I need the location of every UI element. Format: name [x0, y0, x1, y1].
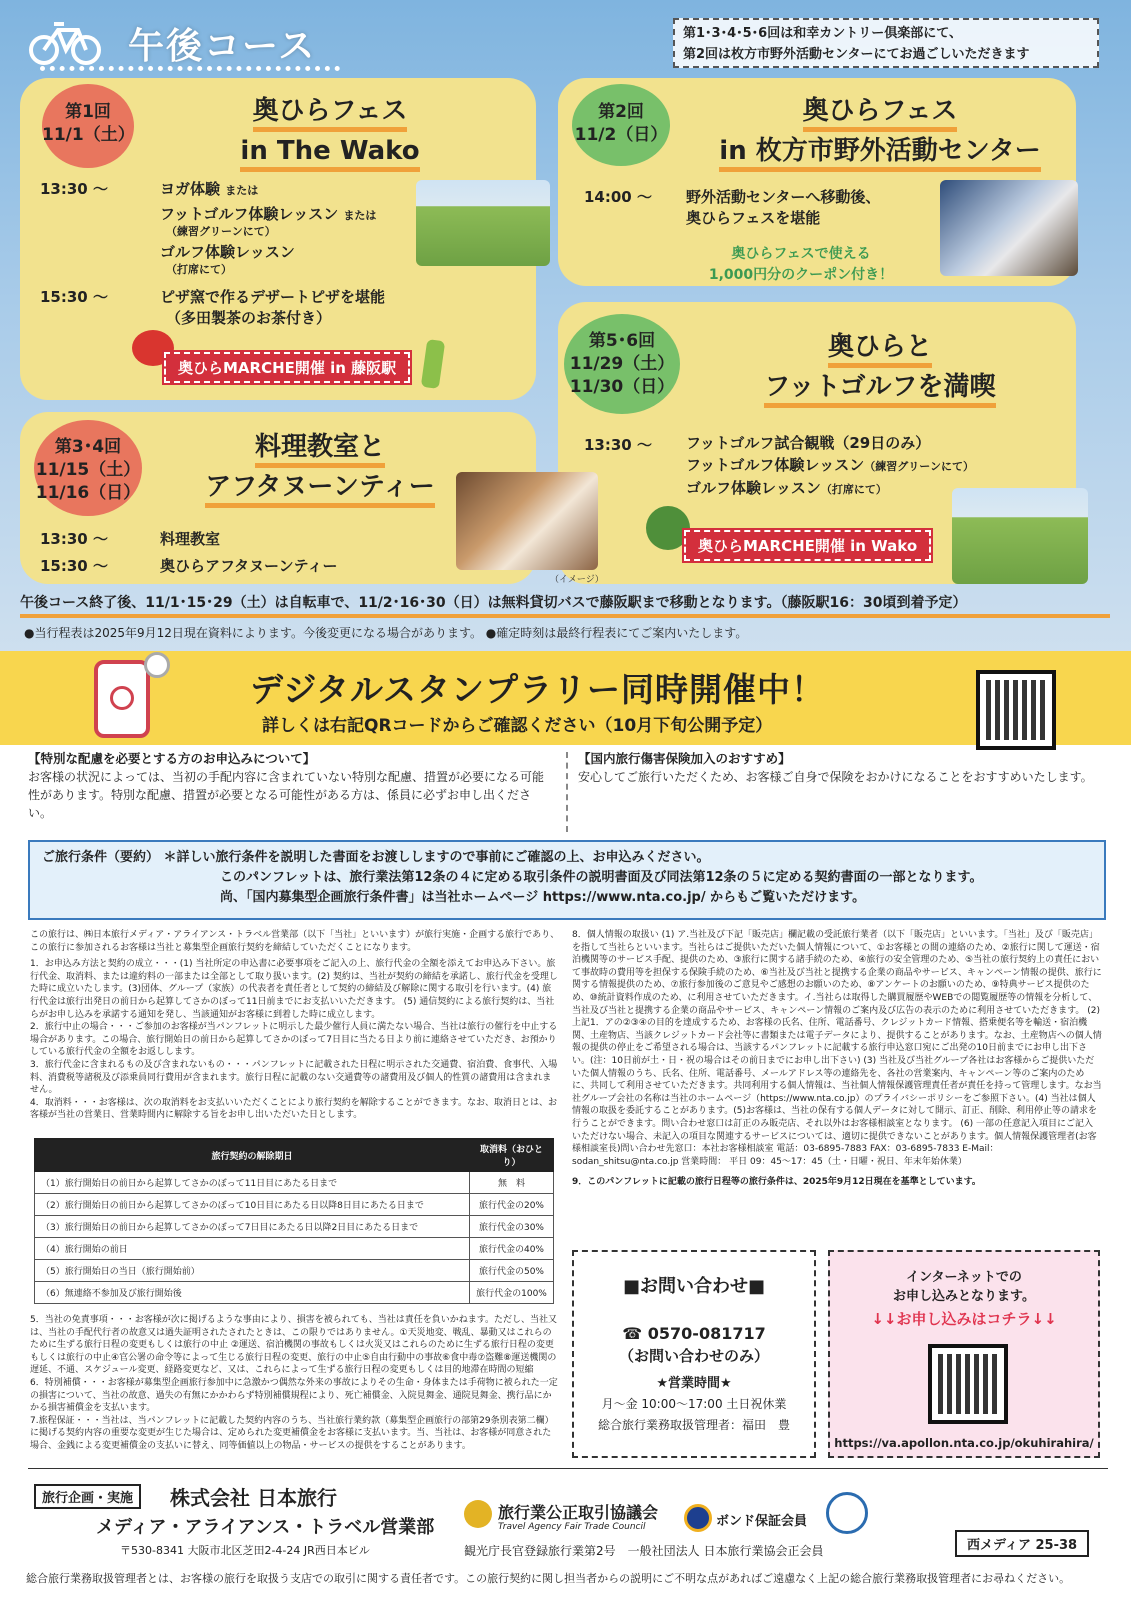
card-title-line2: in The Wako: [240, 135, 419, 172]
card-title-4: [740, 328, 1020, 408]
special-care-note: [28, 750, 548, 822]
terms-item: 2．旅行中止の場合・・・ご参加のお客様が当パンフレットに明示した最少催行人員に満たない場合、当社は旅行の催行を中止する場合があります。この場合、旅行開始日の前日から起算してさかのぼって7日目に当たる日より前に連絡させていただき、お預かりしている旅行代金の全額をお返しします。: [30, 1022, 558, 1058]
terms-left-column: [30, 929, 560, 1122]
manager-name: 総合旅行業務取扱管理者：福田 豊: [597, 1418, 790, 1432]
stamp-rally-title: デジタルスタンプラリー同時開催中！: [250, 670, 826, 709]
activity: 野外活動センターへ移動後、: [686, 188, 881, 206]
footgolf-match-photo: [952, 488, 1088, 584]
badge-date: 11/1（土）: [42, 125, 135, 145]
privacy-mark-icon: [826, 1492, 868, 1534]
finish-line: 午後コース終了後、11/1･15･29（土）は自転車で、11/2･16･30（日）は無料貸切バスで藤阪駅まで移動となります。（藤阪駅16：30頃到着予定）: [20, 592, 1110, 618]
card-title-line1: 奥ひらフェス: [253, 95, 408, 132]
card-title-line2: アフタヌーンティー: [205, 471, 435, 508]
activity: フットゴルフ試合観戦（29日のみ）: [686, 434, 931, 452]
badge-date: 11/29（土）: [569, 354, 675, 374]
insurance-heading: 【国内旅行傷害保険加入のおすすめ】: [578, 751, 791, 766]
badge-round: 第5･6回: [588, 331, 656, 351]
terms-intro: この旅行は、㈱日本旅行メディア・アライアンス・トラベル営業部（以下「当社」といいます）が旅行実施・企画する旅行であり、この旅行に参加されるお客様は当社と募集型企画旅行契約を締結していただくことになります。: [30, 930, 560, 953]
round-badge-1: [42, 84, 134, 168]
footer-note: 総合旅行業務取扱管理者とは、お客様の旅行を取扱う支店での取引に関する責任者です。この旅行契約に関し担当者からの説明にご不明な点があればご遠慮なく上記の総合旅行業務取扱管理者にお尋ねください。: [26, 1572, 1071, 1585]
table-cell: 旅行代金の20%: [470, 1194, 554, 1216]
application-url-link[interactable]: https://va.apollon.nta.co.jp/okuhirahira/: [834, 1436, 1094, 1450]
association-name-en: Travel Agency Fair Trade Council: [498, 1522, 646, 1532]
web-application-box: [828, 1250, 1100, 1458]
time-slot: 13:30 〜: [40, 180, 108, 198]
activity: [160, 203, 376, 224]
fair-trade-logo-icon: [464, 1500, 492, 1528]
stamp-icon: [110, 686, 134, 710]
badge-round: 第2回: [598, 102, 644, 122]
footer-divider: [28, 1468, 1108, 1469]
conditions-line1: ご旅行条件（要約） ＊詳しい旅行条件を説明した書面をお渡ししますので事前にご確認の上、お申込みください。: [42, 850, 710, 865]
cancellation-fee-table: [34, 1138, 554, 1304]
afternoon-tea-photo: [456, 472, 598, 570]
card-title-line2: in 枚方市野外活動センター: [719, 135, 1040, 172]
activity: [686, 477, 887, 498]
venue-line2: 第2回は枚方市野外活動センターにてお過ごしいただきます: [683, 47, 1030, 62]
activity: 奥ひらフェスを堪能: [686, 209, 821, 227]
venue-note: [673, 18, 1099, 68]
divider: [566, 752, 568, 832]
company-name: 株式会社 日本旅行: [170, 1486, 337, 1510]
footgolf-photo: [416, 180, 550, 266]
terms-item: 5．当社の免責事項・・・お客様が次に掲げるような事由により、損害を被られても、当社は責任を負いかねます。ただし、当社又は、当社の手配代行者の故意又は過失証明されたされたときは、この限りではありません。①天災地変、戦乱、暴動又はこれらのために生ずる旅行日程の変更もしくは旅行の中止 ②運送、宿泊機関の事故もしくは火災又はこれらのために生ずる旅行日程の変更もしくは旅行の中止④官公署の命令等によって生じる旅行日程の変更、旅行の中止⑤自由行動中の事故⑥食中毒⑦盗難⑧運送機関の遅延、不通、スケジュール変更、経路変更など、又は、これらによって生ずる旅行日程の変更もしくは目的地滞在時間の短縮: [30, 1315, 558, 1376]
association-name: 旅行業公正取引協議会: [498, 1503, 659, 1522]
hours-label: ★営業時間★: [656, 1376, 732, 1391]
activity-label: フットゴルフ体験レッスン: [686, 456, 865, 474]
terms-left-lower: [30, 1314, 560, 1453]
activity-or: または: [343, 209, 377, 222]
web-line2: お申し込みとなります。: [893, 1289, 1035, 1304]
page-title: 午後コース: [128, 26, 317, 67]
table-row: [35, 1260, 554, 1282]
activity: ゴルフ体験レッスン: [160, 243, 295, 261]
image-note: （イメージ）: [550, 575, 604, 585]
organizer-tag: 旅行企画・実施: [34, 1484, 141, 1509]
stamp-hand-icon: [144, 652, 170, 678]
activity: [160, 178, 258, 199]
stamp-rally-qr-code[interactable]: [976, 670, 1056, 750]
table-cell: （6）無連絡不参加及び旅行開始後: [35, 1282, 470, 1304]
round-badge-3: [34, 420, 142, 516]
contact-box: [572, 1250, 816, 1458]
coupon-note: [686, 244, 916, 286]
table-cell: 旅行代金の30%: [470, 1216, 554, 1238]
card-title-3: [180, 428, 460, 508]
table-header: 取消料（おひとり）: [470, 1139, 554, 1172]
smartphone-icon: [94, 660, 150, 738]
activity: [686, 454, 974, 475]
terms-item: 1．お申込み方法と契約の成立・・・(1) 当社所定の申込書に必要事項をご記入の上、旅行代金の全額を添えてお申込み下さい。旅行代金、取消料、または違約料の一部または全部として取り扱います。(2) 契約は、当社が契約の締結を承諾し、旅行代金を受理した時に成立いたします。(3)団体、グループ（家族）の代表者を責任者として契約の締結及び解除に関する取引を行います。(4) 旅行代金は旅行出発日の前日から起算してさかのぼって11日前までにお支払いいただきます。 (5) 通信契約による旅行契約は、当社らがお申し込みを承諾する通知を発し、当該通知がお客様に到着した時に成立します。: [30, 959, 558, 1020]
table-cell: 無 料: [470, 1172, 554, 1194]
card-title-line2: フットゴルフを満喫: [764, 371, 995, 408]
coupon-line1: 奥ひらフェスで使える: [731, 246, 871, 262]
table-row: [35, 1172, 554, 1194]
time-slot: 13:30 〜: [40, 530, 108, 548]
terms-item: 9．このパンフレットに記載の旅行日程等の旅行条件は、2025年9月12日現在を基準としています。: [572, 1177, 981, 1188]
business-hours: 月〜金 10:00〜17:00 土日祝休業: [601, 1397, 787, 1411]
phone-note: （お問い合わせのみ）: [618, 1347, 769, 1365]
badge-date: 11/16（日）: [35, 483, 141, 503]
badge-date: 11/30（日）: [569, 377, 675, 397]
table-header: 旅行契約の解除期日: [35, 1139, 470, 1172]
card-title-1: [190, 92, 470, 172]
header-dots: [40, 66, 340, 71]
bicycle-icon: [26, 16, 106, 66]
insurance-note: [578, 750, 1098, 786]
table-cell: 旅行代金の100%: [470, 1282, 554, 1304]
terms-item: 3．旅行代金に含まれるもの及び含まれないもの・・・パンフレットに記載された日程に明示された交通費、宿泊費、食事代、入場料、消費税等諸税及び添乗員同行費用が含まれます。旅行日程に記載のない交通費等の諸費用及び個人的性質の諸費用は含まれません。: [30, 1059, 558, 1096]
round-badge-2: [572, 84, 670, 166]
activity: 料理教室: [160, 530, 221, 548]
badge-date: 11/2（日）: [574, 125, 668, 145]
table-row: [35, 1238, 554, 1260]
conditions-line3: 尚、「国内募集型企画旅行条件書」は当社ホームページ https://www.nta.co.jp/ からもご覧いただけます。: [220, 890, 866, 905]
department-name: メディア・アライアンス・トラベル営業部: [96, 1517, 435, 1538]
activity-or: または: [225, 184, 259, 197]
activity: 奥ひらアフタヌーンティー: [160, 557, 338, 575]
table-cell: （4）旅行開始の前日: [35, 1238, 470, 1260]
time-slot: 14:00 〜: [584, 188, 652, 206]
terms-right-column: [572, 929, 1102, 1189]
festival-photo: [940, 180, 1078, 276]
activity-note: （打席にて）: [820, 483, 887, 496]
round-badge-4: [564, 314, 680, 414]
coupon-line2: 1,000円分のクーポン付き！: [708, 267, 894, 283]
terms-item: 4．取消料・・・お客様は、次の取消料をお支払いいただくことにより旅行契約を解除することができます。なお、取消日とは、お客様が当社の営業日、営業時間内に解除する旨をお申し出いただいた日とします。: [30, 1097, 558, 1121]
time-slot: 15:30 〜: [40, 288, 108, 306]
web-line1: インターネットでの: [906, 1270, 1022, 1285]
table-cell: （1）旅行開始日の前日から起算してさかのぼって11日目にあたる日まで: [35, 1172, 470, 1194]
card-title-line1: 奥ひらと: [828, 331, 932, 368]
registration-info: 観光庁長官登録旅行業第2号 一般社団法人 日本旅行業協会正会員: [464, 1544, 824, 1558]
activity: ピザ窯で作るデザートピザを堪能: [160, 288, 386, 306]
table-row: [35, 1194, 554, 1216]
activity-note: （打席にて）: [166, 263, 232, 276]
table-cell: （3）旅行開始日の前日から起算してさかのぼって7日目にあたる日以降2日目にあたる日まで: [35, 1216, 470, 1238]
activity-note: （多田製茶のお茶付き）: [166, 309, 332, 327]
terms-item: 8．個人情報の取扱い (1) ア.当社及び下記「販売店」欄記載の受託旅行業者（以下「販売店」といいます。「当社」及び「販売店」を指して当社らといいます。当社らはご提供いただいた個人情報について、①お客様との間の連絡のため、②旅行に関して運送・宿泊機関等のサービス手配、提供のため、③旅行に関する諸手続のため、④旅行の安全管理のため、⑤当社の旅行契約上の責任において事故時の費用等を担保する保険手続のため、⑥当社及び当社と提携する企業の商品やサービス、キャンペーン情報の提供、旅行に関する情報提供のため、⑦旅行参加後のご意見やご感想のお願いのため、⑧アンケートのお願いのため、⑨特典サービス提供のため、⑩統計資料作成のため、に利用させていただきます。イ.当社らは取得した購買履歴やWEBでの閲覧履歴等の情報を分析して、当社及び当社と提携する企業の商品やサービス、キャンペーン情報のご案内及び広告の表示のために利用させていただきます。 (2) 上記1．アの②③④の目的を達成するため、お客様の氏名、住所、電話番号、クレジットカード情報、搭乗便名等を輸送・宿泊機関、土産物店、当該クレジットカード会社等に書類または電子データにより、提供することがあります。なお、土産物店への個人情報の提供の停止をご希望される場合は、当該するパンフレットに記載する旅行申込窓口宛にご出発の10日前までにお申し出下さい。(注：10日前が土・日・祝の場合はその前日までにお申し出下さい) (3) 当社及び当社グループ各社はお客様からご提供いただいた個人情報のうち、氏名、住所、電話番号、メールアドレス等の連絡先を、各社の営業案内、キャンペーン等のご案内のために、共同して利用させていただきます。共同利用する個人情報は、当社個人情報保護管理責任者が責任を持って管理します。なお当社グループ会社の名称は当社のホームページ（https://www.nta.co.jp）のプライバシーポリシーをご参照下さい。(4) 当社は個人情報の取扱を委託することがあります。(5)お客様は、当社の保有する個人データに対して開示、訂正、削除、利用停止等の請求を行うことができます。問い合わせ窓口は訂正のみ販売店、それ以外はお客様相談室となります。 (6) 一部の任意記入項目にご記入いただけない場合、未記入の項目な関連するサービスについては、適切に提供できないことがあります。個人情報保護管理者(お客様相談室長)問い合わせ先窓口：本社お客様相談室 電話：03-6895-7883 FAX：03-6895-7833 E-Mail：sodan_shitsu@nta.co.jp 営業時間： 平日 09：45〜17：45（土・日曜・祝日、年末年始休業）: [572, 930, 1102, 1167]
table-row: [35, 1216, 554, 1238]
card-title-2: [700, 92, 1060, 172]
terms-item: 7.旅程保証・・・当社は、当パンフレットに記載した契約内容のうち、当社旅行業約款（募集型企画旅行の部第29条別表第二欄）に掲げる契約内容の重要な変更が生じた場合は、定められた変更補償金をお客様に支払います。当、当社は、お客様が同意された場合、金銭による変更補償金の支払いに替え、同等価値以上の物品・サービスの提供をすることがあります。: [30, 1415, 554, 1451]
badge-round: 第3･4回: [54, 437, 122, 457]
card-title-line1: 奥ひらフェス: [803, 95, 958, 132]
pamphlet-code: 西メディア 25-38: [955, 1530, 1089, 1557]
special-heading: 【特別な配慮を必要とする方のお申込みについて】: [28, 751, 316, 766]
activity-label: ゴルフ体験レッスン: [686, 479, 821, 497]
marche-banner: 奥ひらMARCHE開催 in Wako: [684, 530, 931, 561]
contact-heading: ■お問い合わせ■: [622, 1276, 765, 1297]
table-cell: 旅行代金の50%: [470, 1260, 554, 1282]
bond-logo-icon: [684, 1504, 712, 1532]
table-cell: （5）旅行開始日の当日（旅行開始前）: [35, 1260, 470, 1282]
marche-banner: 奥ひらMARCHE開催 in 藤阪駅: [164, 352, 410, 383]
activity-note: （練習グリーンにて）: [166, 225, 276, 238]
venue-line1: 第1･3･4･5･6回は和幸カントリー倶楽部にて、: [683, 26, 962, 41]
application-qr-code[interactable]: [928, 1344, 1008, 1424]
terms-item: 6．特別補償・・・お客様が募集型企画旅行参加中に急激かつ偶然な外来の事故によりその生命・身体または手荷物に被られた一定の損害について、当社の故意、過失の有無にかかわらず特別補償規程により、死亡補償金、入院見舞金、通院見舞金、携行品にかかる損害補償金を支払います。: [30, 1377, 558, 1414]
table-cell: （2）旅行開始日の前日から起算してさかのぼって10日目にあたる日以降8日目にあたる日まで: [35, 1194, 470, 1216]
special-body: お客様の状況によっては、当初の手配内容に含まれていない特別な配慮、措置が必要になる可能性があります。特別な配慮、措置が必要となる可能性がある方は、係員に必ずお申し出ください。: [28, 770, 545, 820]
table-header-row: [35, 1139, 554, 1172]
apply-here-label: ↓↓お申し込みはコチラ↓↓: [871, 1310, 1057, 1328]
activity-label: フットゴルフ体験レッスン: [160, 205, 339, 223]
activity-label: ヨガ体験: [160, 180, 221, 198]
company-address: 〒530-8341 大阪市北区芝田2-4-24 JR西日本ビル: [120, 1544, 370, 1557]
time-slot: 13:30 〜: [584, 436, 652, 454]
table-cell: 旅行代金の40%: [470, 1238, 554, 1260]
table-row: [35, 1282, 554, 1304]
activity-note: （練習グリーンにて）: [864, 460, 974, 473]
badge-date: 11/15（土）: [35, 460, 141, 480]
phone-number[interactable]: ☎ 0570-081717: [622, 1324, 766, 1343]
bond-member-label: ボンド保証会員: [716, 1514, 808, 1529]
time-slot: 15:30 〜: [40, 557, 108, 575]
conditions-line2: このパンフレットは、旅行業法第12条の４に定める取引条件の説明書面及び同法第12条の５に定める契約書面の一部となります。: [220, 870, 983, 885]
card-title-line1: 料理教室と: [255, 431, 385, 468]
insurance-body: 安心してご旅行いただくため、お客様ご自身で保険をおかけになることをおすすめいたします。: [578, 770, 1093, 784]
travel-conditions-box: [28, 840, 1106, 920]
badge-round: 第1回: [65, 102, 111, 122]
stamp-rally-subtitle: 詳しくは右記QRコードからご確認ください（10月下旬公開予定）: [262, 716, 773, 736]
schedule-note: ●当行程表は2025年9月12日現在資料によります。今後変更になる場合があります。 ●確定時刻は最終行程表にてご案内いたします。: [24, 626, 748, 640]
